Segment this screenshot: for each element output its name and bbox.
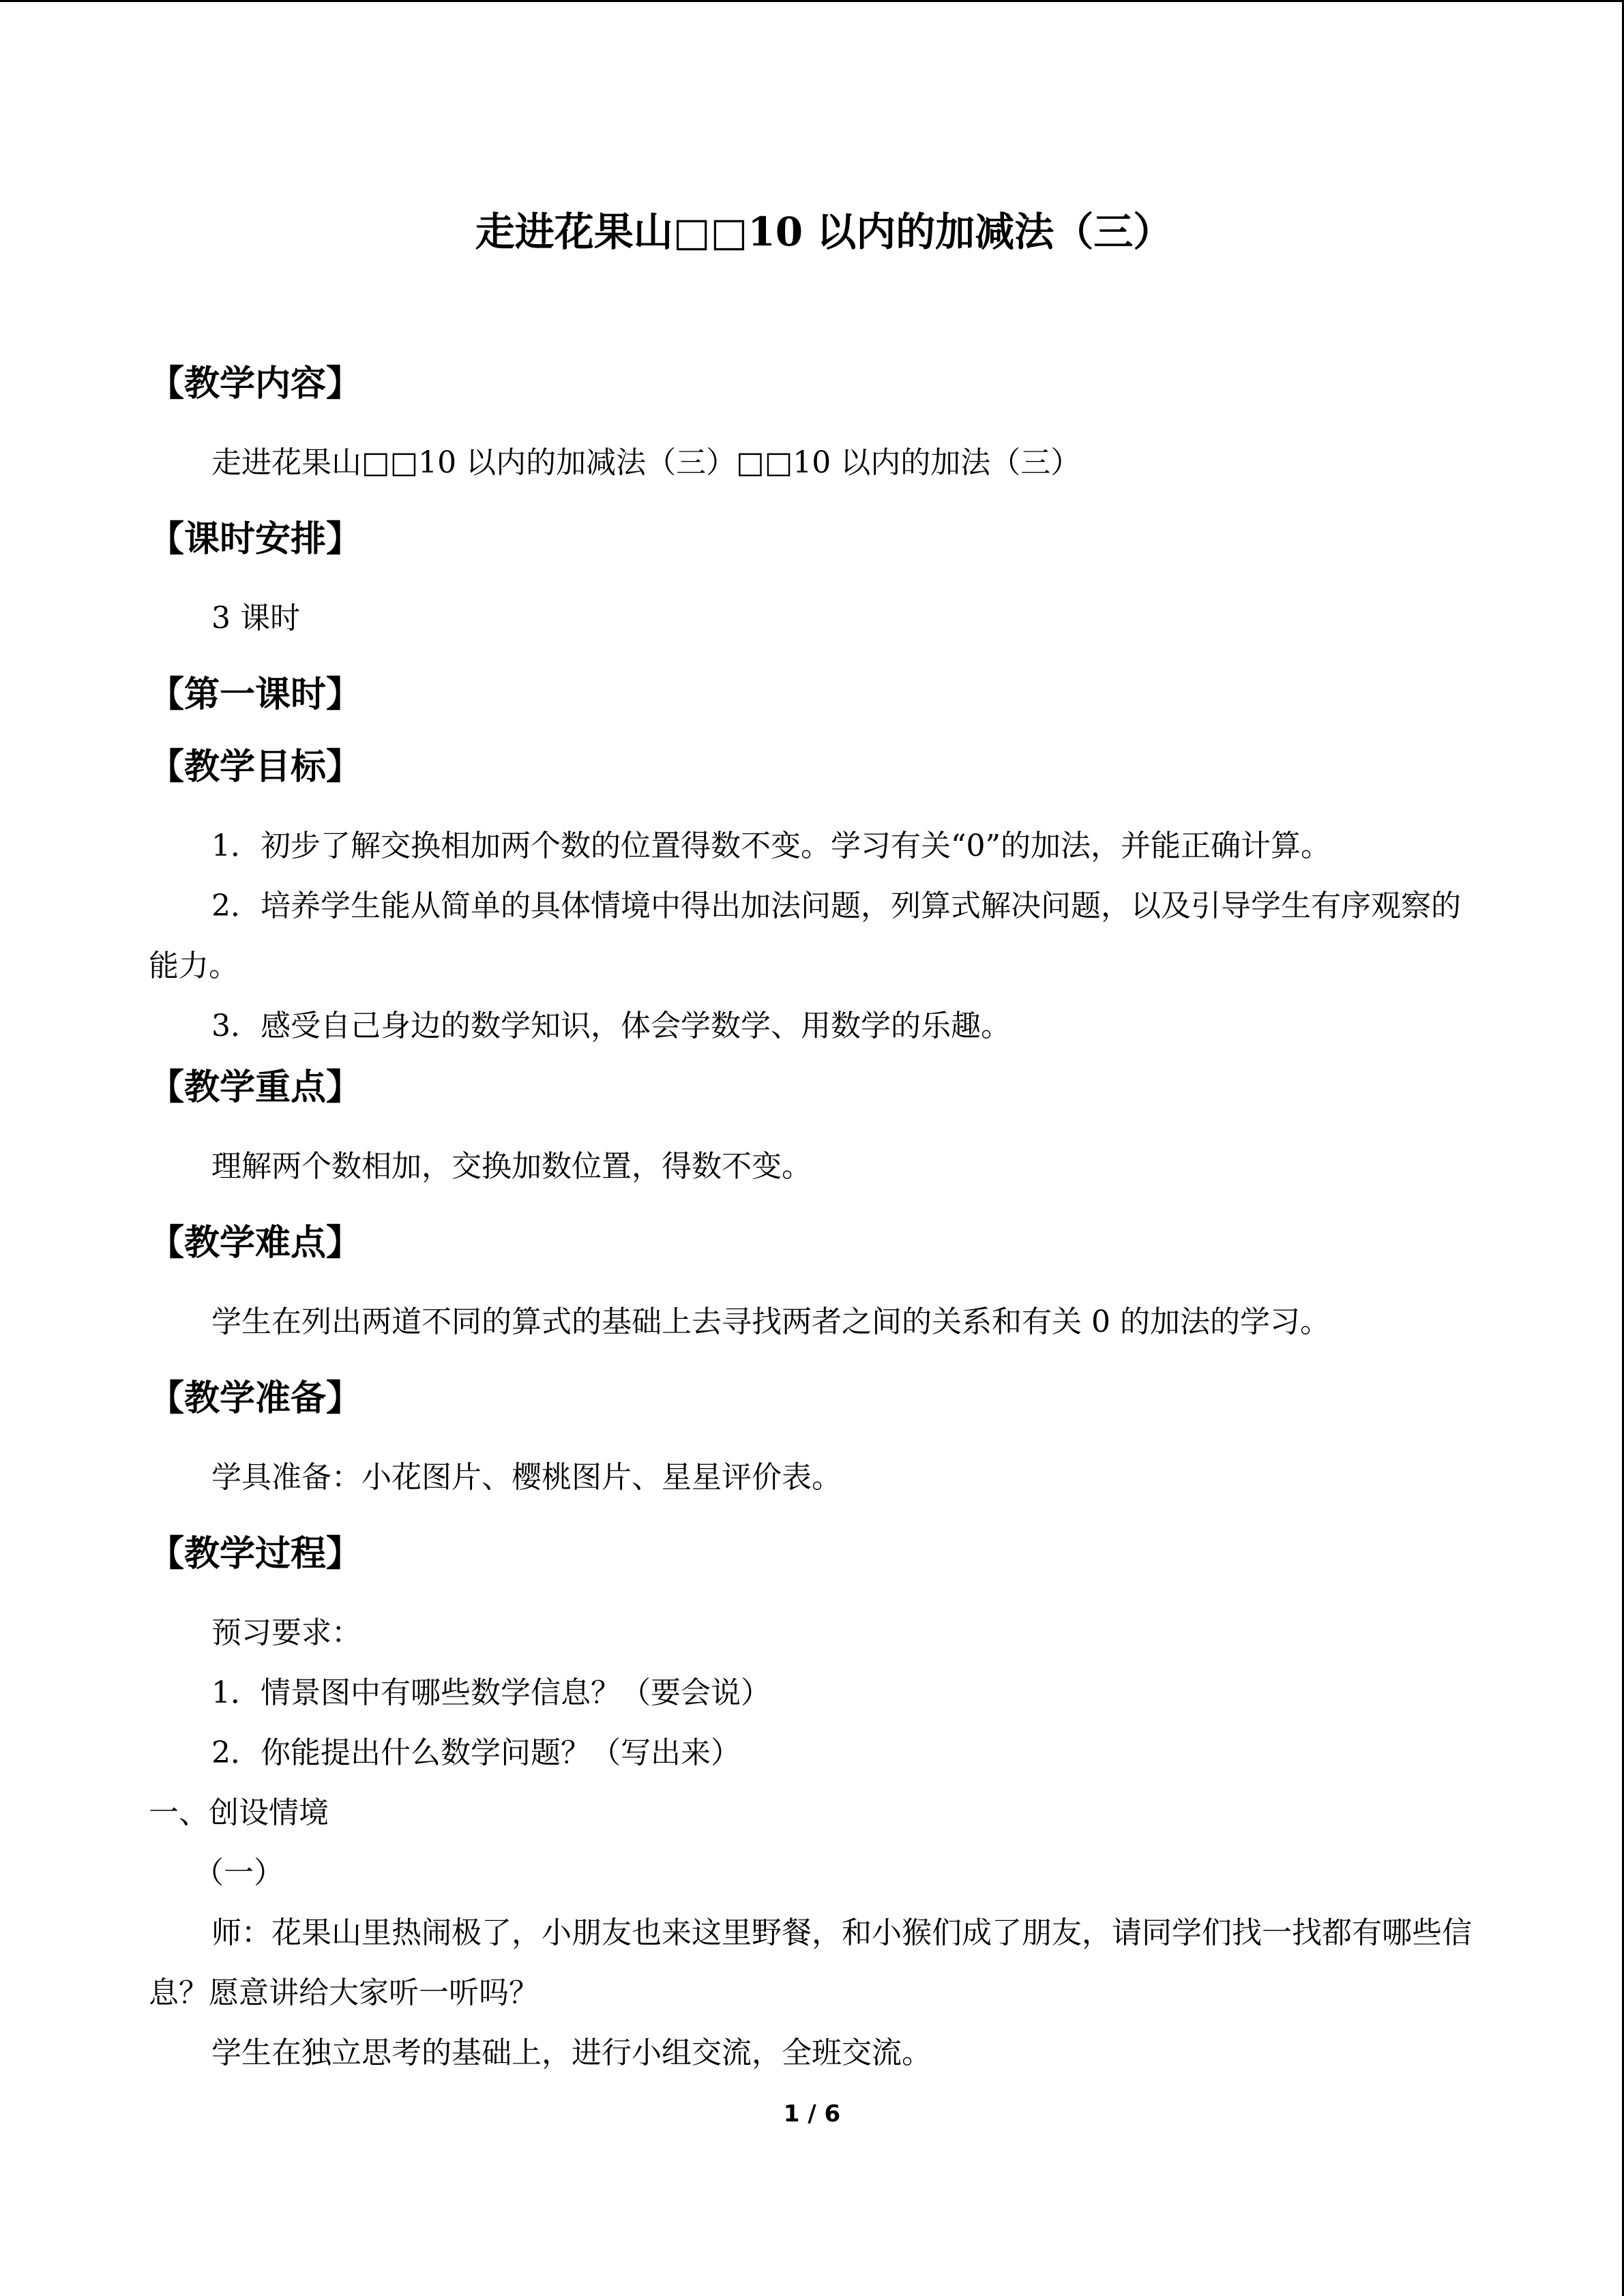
section-heading-schedule: 【课时安排】 (149, 518, 362, 560)
section-heading-preparation: 【教学准备】 (149, 1377, 362, 1419)
paragraph: 1．情景图中有哪些数学信息？（要会说） (211, 1675, 771, 1710)
document-title: 走进花果山□□10 以内的加减法（三） (475, 209, 1173, 255)
section-heading-key-points: 【教学重点】 (149, 1067, 362, 1108)
page-number: 1 / 6 (783, 2100, 841, 2128)
section-heading-first-lesson: 【第一课时】 (149, 674, 362, 715)
paragraph: 师：花果山里热闹极了，小朋友也来这里野餐，和小猴们成了朋友，请同学们找一找都有哪些信息？愿意讲给大家听一听吗？ (149, 1915, 1472, 2010)
document-body (149, 205, 1479, 2083)
page-top-border (0, 0, 1624, 2)
process-sub-label: （一） (194, 1855, 284, 1890)
paragraph: 学生在独立思考的基础上，进行小组交流，全班交流。 (211, 2036, 932, 2070)
paragraph: 学具准备：小花图片、樱桃图片、星星评价表。 (211, 1460, 842, 1495)
paragraph: 预习要求： (211, 1615, 361, 1650)
section-heading-difficulties: 【教学难点】 (149, 1222, 362, 1264)
paragraph: 2．培养学生能从简单的具体情境中得出加法问题，列算式解决问题，以及引导学生有序观察的能力。 (149, 889, 1461, 983)
paragraph: 3．感受自己身边的数学知识，体会学数学、用数学的乐趣。 (211, 1009, 1011, 1043)
paragraph: 2．你能提出什么数学问题？（写出来） (211, 1735, 741, 1770)
paragraph: 理解两个数相加，交换加数位置，得数不变。 (211, 1149, 812, 1184)
paragraph: 学生在列出两道不同的算式的基础上去寻找两者之间的关系和有关 0 的加法的学习。 (211, 1304, 1330, 1339)
section-heading-content: 【教学内容】 (149, 363, 362, 404)
process-step-heading: 一、创设情境 (149, 1795, 329, 1830)
section-heading-objectives: 【教学目标】 (149, 746, 362, 788)
paragraph: 走进花果山□□10 以内的加减法（三）□□10 以内的加法（三） (211, 445, 1081, 480)
paragraph: 3 课时 (211, 601, 300, 636)
section-heading-process: 【教学过程】 (149, 1533, 362, 1575)
paragraph: 1．初步了解交换相加两个数的位置得数不变。学习有关“0”的加法，并能正确计算。 (211, 829, 1331, 863)
